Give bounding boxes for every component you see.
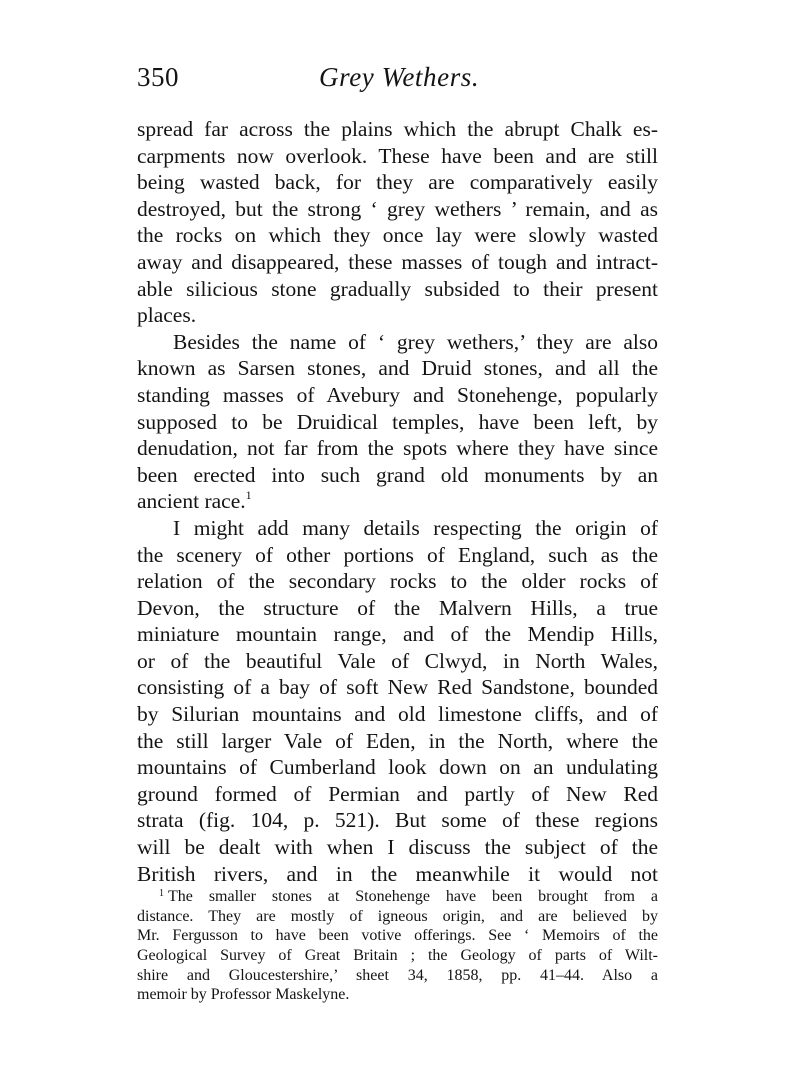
page-header xyxy=(137,62,657,102)
text-line: been erected into such grand old monuments by an xyxy=(137,462,658,487)
text-line: consisting of a bay of soft New Red Sandstone, bounded xyxy=(137,675,658,700)
running-title: Grey Wethers. xyxy=(319,62,480,92)
text-line: ground formed of Permian and partly of New Red xyxy=(137,781,658,806)
text-line: British rivers, and in the meanwhile it would not xyxy=(137,861,658,886)
footnote-marker: 1 xyxy=(159,888,164,899)
text-line: or of the beautiful Vale of Clwyd, in North Wales, xyxy=(137,648,658,673)
footnote xyxy=(137,887,658,1005)
text-line: by Silurian mountains and old limestone cliffs, and of xyxy=(137,702,658,727)
text-line: the rocks on which they once lay were slowly wasted xyxy=(137,223,658,248)
text-line: relation of the secondary rocks to the older rocks of xyxy=(137,569,658,594)
text-line: able silicious stone gradually subsided to their present xyxy=(137,276,658,301)
text-line: the scenery of other portions of England, such as the xyxy=(137,542,658,567)
text-line: strata (fig. 104, p. 521). But some of these regions xyxy=(137,808,658,833)
footnote-line xyxy=(137,887,658,907)
text-line: known as Sarsen stones, and Druid stones, and all the xyxy=(137,356,658,381)
text-line: miniature mountain range, and of the Mendip Hills, xyxy=(137,622,658,647)
footnote-line: memoir by Professor Maskelyne. xyxy=(137,986,350,1004)
text-line xyxy=(137,488,658,515)
text-line: I might add many details respecting the origin of xyxy=(173,515,658,540)
text-line: being wasted back, for they are comparatively easily xyxy=(137,170,658,195)
text-line: mountains of Cumberland look down on an undulating xyxy=(137,755,658,780)
footnote-line: Mr. Fergusson to have been votive offerings. See ‘ Memoirs of the xyxy=(137,927,658,945)
footnote-line: shire and Gloucestershire,’ sheet 34, 1858, pp. 41–44. Also a xyxy=(137,966,658,984)
text-line: Besides the name of ‘ grey wethers,’ they are also xyxy=(173,329,658,354)
text-line: places. xyxy=(137,303,197,328)
text-line-content: ancient race. xyxy=(137,489,246,514)
text-line: standing masses of Avebury and Stonehenge, popularly xyxy=(137,382,658,407)
text-line: destroyed, but the strong ‘ grey wethers ’ remain, and as xyxy=(137,196,658,221)
text-line: away and disappeared, these masses of tough and intract- xyxy=(137,249,658,274)
text-line: carpments now overlook. These have been and are still xyxy=(137,143,658,168)
text-line: supposed to be Druidical temples, have been left, by xyxy=(137,409,658,434)
text-line: the still larger Vale of Eden, in the North, where the xyxy=(137,728,658,753)
page-number: 350 xyxy=(137,62,179,92)
text-line: spread far across the plains which the abrupt Chalk es- xyxy=(137,117,658,141)
text-line: denudation, not far from the spots where they have since xyxy=(137,436,658,461)
footnote-line: Geological Survey of Great Britain ; the Geology of parts of Wilt- xyxy=(137,947,658,965)
footnote-line: distance. They are mostly of igneous origin, and are believed by xyxy=(137,907,658,925)
text-line: Devon, the structure of the Malvern Hills, a true xyxy=(137,595,658,620)
body-text xyxy=(137,116,658,887)
footnote-reference: 1 xyxy=(245,488,252,503)
footnote-line-content: The smaller stones at Stonehenge have been brought from a xyxy=(168,888,658,905)
text-line: will be dealt with when I discuss the subject of the xyxy=(137,835,658,860)
